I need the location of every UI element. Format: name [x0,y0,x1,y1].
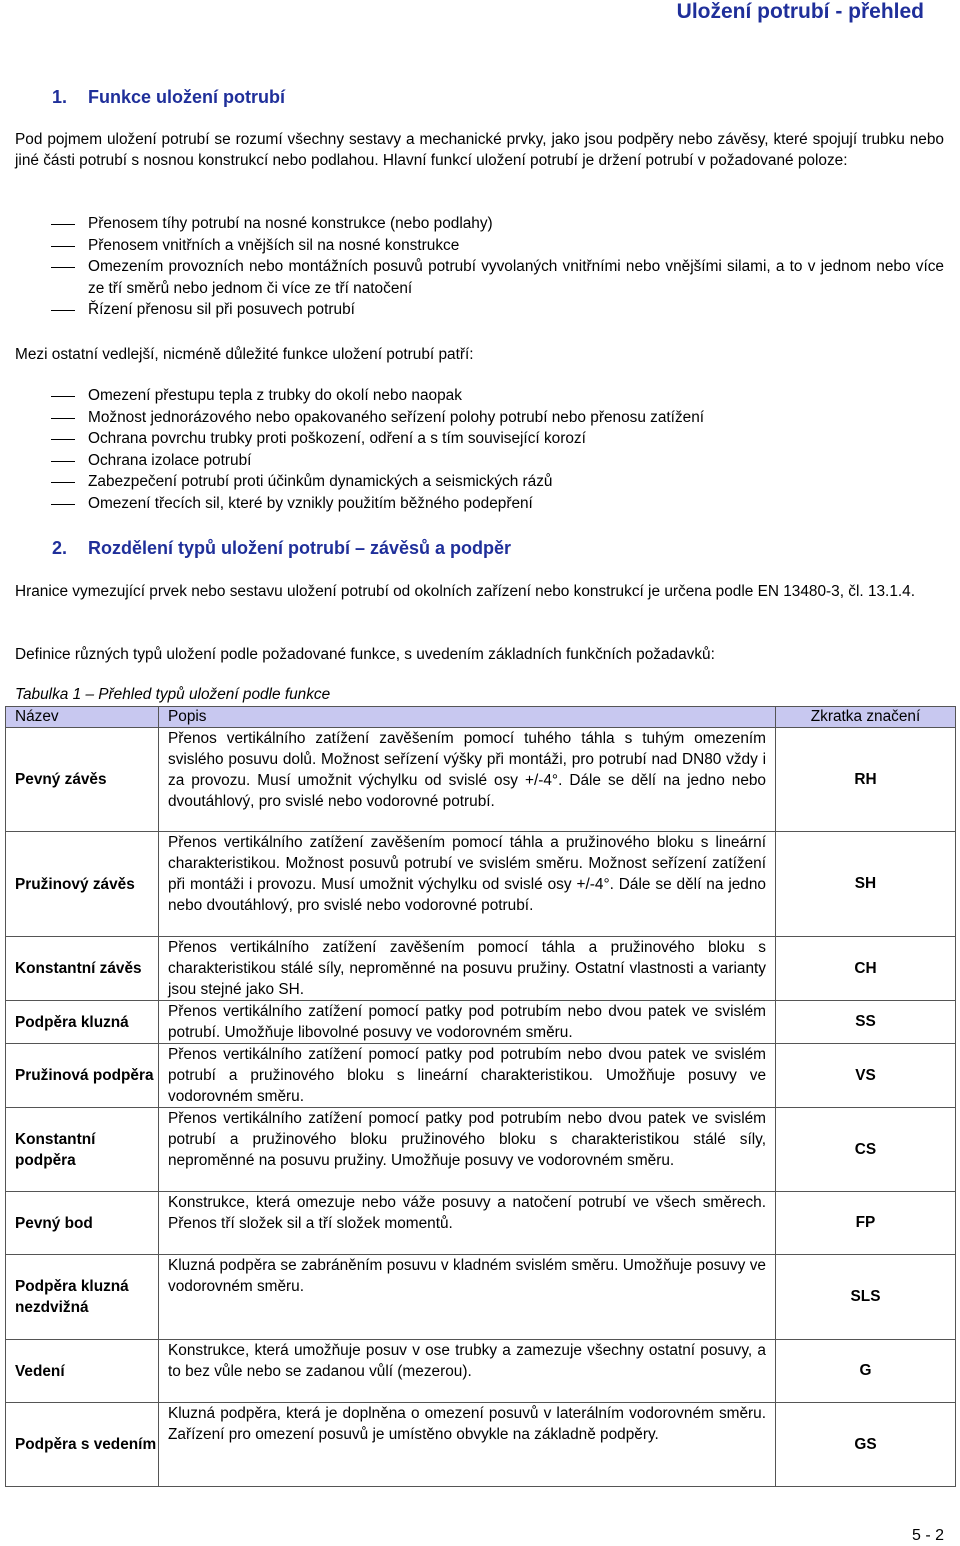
type-name: Pevný bod [6,1192,159,1255]
type-abbreviation: FP [776,1192,956,1255]
page-header-title: Uložení potrubí - přehled [676,0,924,23]
type-description: Přenos vertikálního zatížení zavěšením pomocí táhla a pružinového bloku s lineární charakteristikou. Možnost posuvů potrubí ve svislém směru. Možnost seřízení zatížení při montáži i provozu. Musí umožnit výchylku od svislé osy +/-4°. Dále se dělí na jedno nebo dvoutáhlový, pro svislé nebo vodorovné potrubí. [159,832,776,937]
type-description: Konstrukce, která umožňuje posuv v ose trubky a zamezuje všechny ostatní posuvy, a to bez vůle nebo se zadanou vůlí (mezerou). [159,1340,776,1403]
secondary-functions-intro: Mezi ostatní vedlejší, nicméně důležité funkce uložení potrubí patří: [15,346,474,363]
column-header-abbreviation: Zkratka značení [776,707,956,728]
list-item: Přenosem vnitřních a vnějších sil na nosné konstrukce [15,235,944,257]
type-description: Konstrukce, která omezuje nebo váže posuvy a natočení potrubí ve všech směrech. Přenos tří složek sil a tří složek momentů. [159,1192,776,1255]
list-item: Možnost jednorázového nebo opakovaného seřízení polohy potrubí nebo přenosu zatížení [15,407,944,429]
type-description: Přenos vertikálního zatížení pomocí patky pod potrubím nebo dvou patek ve svislém potrubí a pružinového bloku pružinového bloku s charakteristikou stálé síly, neproměnné na posuvu pružiny. Umožňuje posuvy ve vodorovném směru. [159,1108,776,1192]
table-row [6,1108,956,1192]
type-abbreviation: SS [776,1001,956,1044]
section-2-title: Rozdělení typů uložení potrubí – závěsů a podpěr [88,538,512,558]
type-abbreviation: GS [776,1403,956,1487]
column-header-name: Název [6,707,159,728]
type-abbreviation: VS [776,1044,956,1108]
page-number: 5 - 2 [911,1527,944,1544]
table-caption: Tabulka 1 – Přehled typů uložení podle funkce [15,686,331,703]
list-item: Omezení třecích sil, které by vznikly použitím běžného podepření [15,493,944,515]
type-description: Přenos vertikálního zatížení pomocí patky pod potrubím nebo dvou patek ve svislém potrubí a pružinového bloku s lineární charakteristikou. Umožňuje posuvy ve vodorovném směru. [159,1044,776,1108]
type-name: Pružinový závěs [6,832,159,937]
type-description: Kluzná podpěra se zabráněním posuvu v kladném svislém směru. Umožňuje posuvy ve vodorovném směru. [159,1255,776,1340]
table-header-row [6,707,956,728]
table-row [6,1044,956,1108]
table-row [6,728,956,832]
list-item: Ochrana izolace potrubí [15,450,944,472]
list-item: Přenosem tíhy potrubí na nosné konstrukce (nebo podlahy) [15,213,944,235]
list-item: Zabezpečení potrubí proti účinkům dynamických a seismických rázů [15,471,944,493]
table-row [6,1255,956,1340]
list-item: Ochrana povrchu trubky proti poškození, odření a s tím související korozí [15,428,944,450]
section-2-paragraph-1: Hranice vymezující prvek nebo sestavu uložení potrubí od okolních zařízení nebo konstrukcí je určena podle EN 13480-3, čl. 13.1.4. [15,583,916,600]
table-row [6,937,956,1001]
type-name: Pevný závěs [6,728,159,832]
section-1-title: Funkce uložení potrubí [88,87,285,107]
type-abbreviation: RH [776,728,956,832]
type-name: Podpěra kluzná [6,1001,159,1044]
table-row [6,1192,956,1255]
section-1-intro: Pod pojmem uložení potrubí se rozumí všechny sestavy a mechanické prvky, jako jsou podpěry nebo závěsy, které spojují trubku nebo jiné části potrubí s nosnou konstrukcí nebo podlahou. Hlavní funkcí uložení potrubí je držení potrubí v požadované poloze: [15,131,944,169]
table-row [6,1001,956,1044]
type-name: Vedení [6,1340,159,1403]
type-name: Pružinová podpěra [6,1044,159,1108]
type-abbreviation: CS [776,1108,956,1192]
type-name: Konstantní podpěra [6,1108,159,1192]
type-abbreviation: SLS [776,1255,956,1340]
list-item: Řízení přenosu sil při posuvech potrubí [15,299,944,321]
type-name: Konstantní závěs [6,937,159,1001]
type-abbreviation: CH [776,937,956,1001]
type-abbreviation: SH [776,832,956,937]
section-2-paragraph-2: Definice různých typů uložení podle požadované funkce, s uvedením základních funkčních požadavků: [15,646,715,663]
type-abbreviation: G [776,1340,956,1403]
type-name: Podpěra s vedením [6,1403,159,1487]
section-1-heading [52,87,285,108]
list-item: Omezení přestupu tepla z trubky do okolí nebo naopak [15,385,944,407]
main-functions-list [15,213,944,321]
column-header-description: Popis [159,707,776,728]
support-types-table [5,706,956,1487]
type-description: Přenos vertikálního zatížení zavěšením pomocí tuhého táhla s tuhým omezením svislého posuvu dolů. Možnost seřízení výšky při montáži, pro potrubí nad DN80 vždy i za provozu. Musí umožnit výchylku od svislé osy +/-4°. Dále se dělí na jedno nebo dvoutáhlový, pro svislé nebo vodorovné potrubí. [159,728,776,832]
table-row [6,1340,956,1403]
type-name: Podpěra kluzná nezdvižná [6,1255,159,1340]
table-row [6,1403,956,1487]
list-item: Omezením provozních nebo montážních posuvů potrubí vyvolaných vnitřními nebo vnějšími silami, a to v jednom nebo více ze tří směrů nebo jednom či více ze tří natočení [15,256,944,299]
type-description: Kluzná podpěra, která je doplněna o omezení posuvů v laterálním vodorovném směru. Zařízení pro omezení posuvů je umístěno obvykle na základně podpěry. [159,1403,776,1487]
type-description: Přenos vertikálního zatížení zavěšením pomocí táhla a pružinového bloku s charakteristikou stálé síly, neproměnné na posuvu pružiny. Ostatní vlastnosti a varianty jsou stejné jako SH. [159,937,776,1001]
section-2-heading [52,538,511,559]
section-2-number: 2. [52,538,68,558]
type-description: Přenos vertikálního zatížení pomocí patky pod potrubím nebo dvou patek ve svislém potrubí. Umožňuje libovolné posuvy ve vodorovném směru. [159,1001,776,1044]
secondary-functions-list [15,385,944,514]
table-row [6,832,956,937]
section-1-number: 1. [52,87,68,107]
